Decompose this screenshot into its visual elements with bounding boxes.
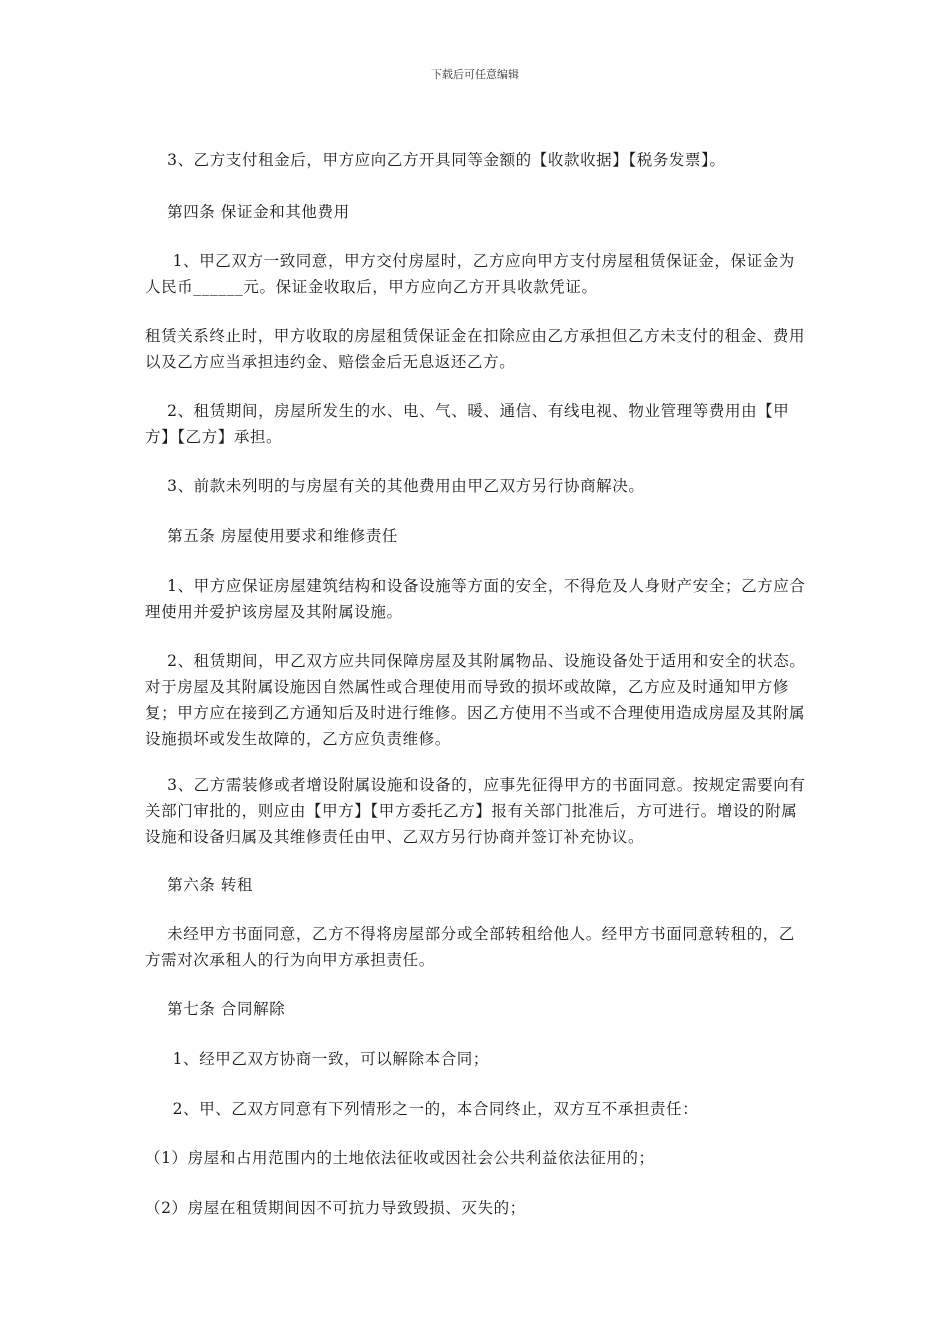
paragraph-renovation: 3、乙方需装修或者增设附属设施和设备的，应事先征得甲方的书面同意。按规定需要向有关部门审批的，则应由【甲方】【甲方委托乙方】报有关部门批准后，方可进行。增设的附属设施和设备归属及其维修责任由甲、乙双方另行协商并签订补充协议。 [145,776,806,846]
paragraph-termination-conditions: 2、甲、乙双方同意有下列情形之一的，本合同终止，双方互不承担责任： [145,1100,699,1118]
section-heading-article-4: 第四条 保证金和其他费用 [145,203,350,221]
paragraph-safety-obligation: 1、甲方应保证房屋建筑结构和设备设施等方面的安全，不得危及人身财产安全；乙方应合理使用并爱护该房屋及其附属设施。 [145,577,806,621]
paragraph-payment-receipt: 3、乙方支付租金后，甲方应向乙方开具同等金额的【收款收据】【税务发票】。 [145,151,726,169]
paragraph-deposit-amount: 1、甲乙双方一致同意，甲方交付房屋时，乙方应向甲方支付房屋租赁保证金，保证金为人民币______元。保证金收取后，甲方应向乙方开具收款凭证。 [145,252,795,296]
section-heading-article-7: 第七条 合同解除 [145,1000,286,1018]
list-item-condition-1: （1）房屋和占用范围内的土地依法征收或因社会公共利益依法征用的； [145,1149,655,1167]
paragraph-maintenance: 2、租赁期间，甲乙双方应共同保障房屋及其附属物品、设施设备处于适用和安全的状态。对于房屋及其附属设施因自然属性或合理使用而导致的损坏或故障，乙方应及时通知甲方修复；甲方应在接到乙方通知后及时进行维修。因乙方使用不当或不合理使用造成房屋及其附属设施损坏或发生故障的，乙方应负责维修。 [145,652,806,748]
list-item-condition-2: （2）房屋在租赁期间因不可抗力导致毁损、灭失的； [145,1199,526,1217]
paragraph-sublease: 未经甲方书面同意，乙方不得将房屋部分或全部转租给他人。经甲方书面同意转租的，乙方需对次承租人的行为向甲方承担责任。 [145,925,796,969]
paragraph-termination-mutual: 1、经甲乙双方协商一致，可以解除本合同； [145,1050,490,1068]
paragraph-utility-fees: 2、租赁期间，房屋所发生的水、电、气、暖、通信、有线电视、物业管理等费用由【甲方】【乙方】承担。 [145,402,790,446]
section-heading-article-5: 第五条 房屋使用要求和维修责任 [145,527,399,545]
paragraph-other-fees: 3、前款未列明的与房屋有关的其他费用由甲乙双方另行协商解决。 [145,477,645,495]
section-heading-article-6: 第六条 转租 [145,876,254,894]
paragraph-deposit-return: 租赁关系终止时，甲方收取的房屋租赁保证金在扣除应由乙方承担但乙方未支付的租金、费用以及乙方应当承担违约金、赔偿金后无息返还乙方。 [145,327,806,371]
page-header: 下载后可任意编辑 [431,68,519,81]
